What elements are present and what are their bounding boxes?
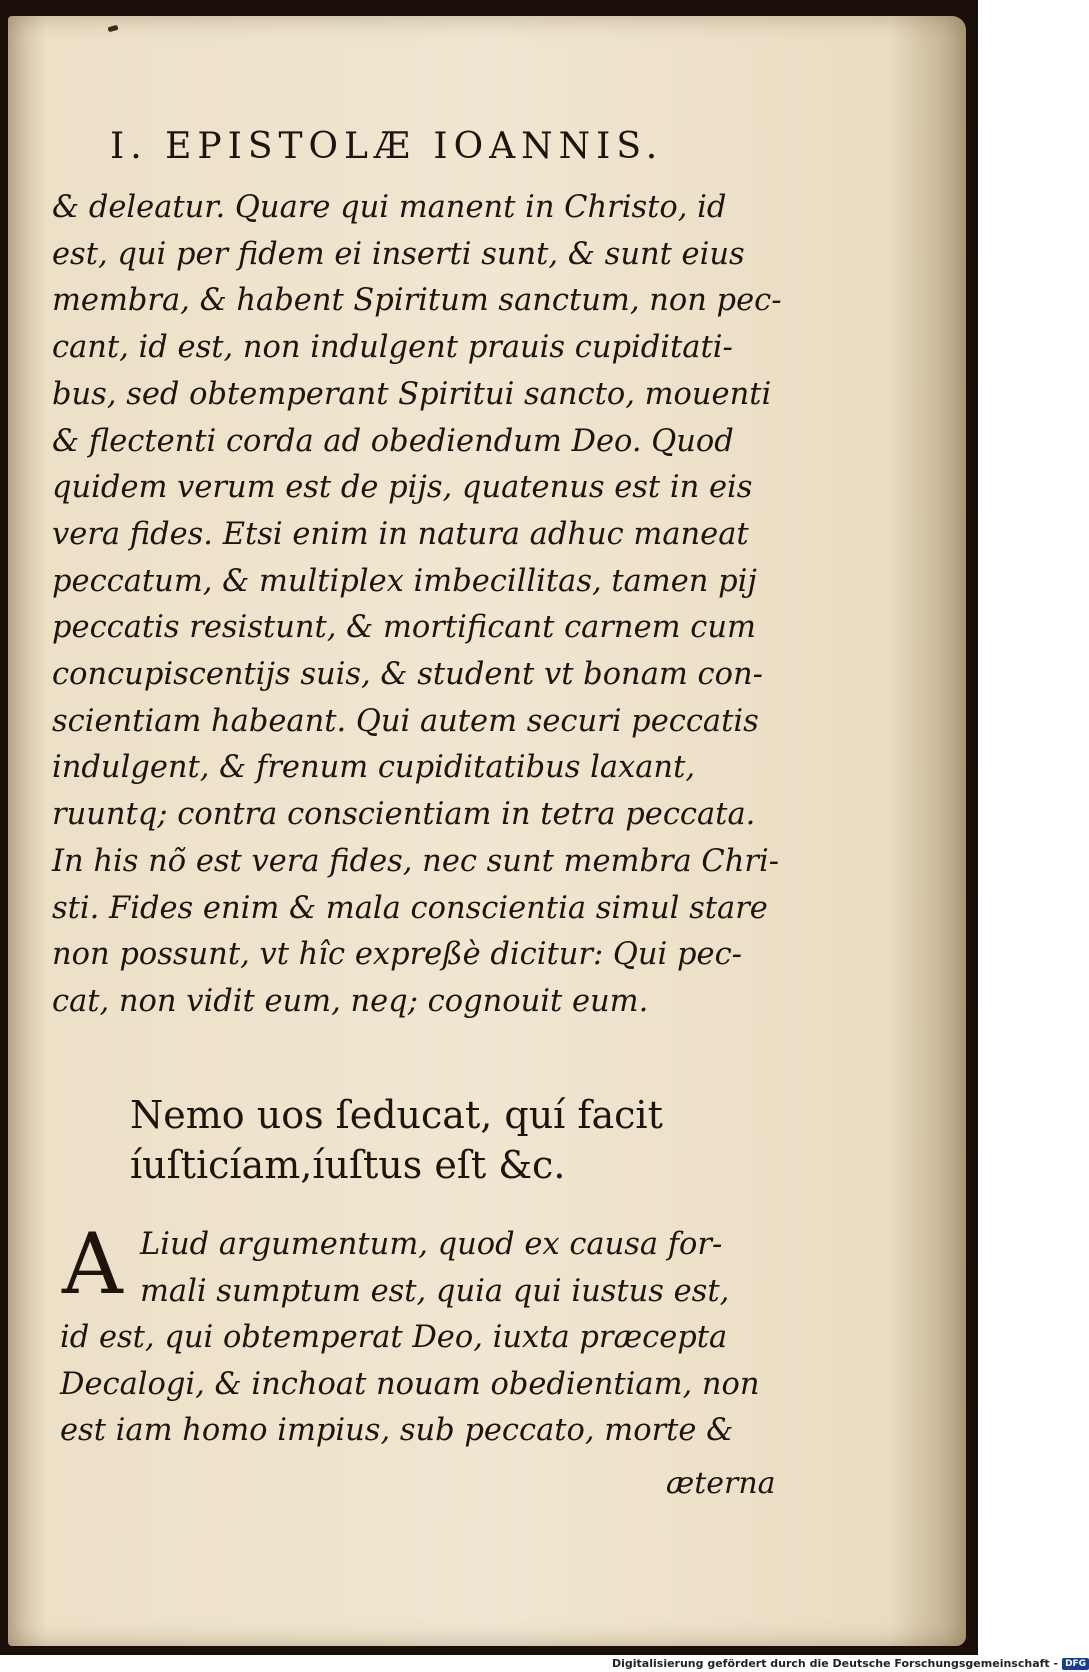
drop-cap: A [62, 1215, 123, 1313]
text-line: cat, non vidit eum, neq; cognouit eum. [52, 983, 649, 1019]
credit-text: Digitalisierung gefördert durch die Deutsche Forschungsgemeinschaft - [612, 1657, 1059, 1670]
text-line: bus, sed obtemperant Spiritui sancto, mouenti [52, 376, 772, 412]
ink-mark [108, 25, 119, 32]
text-line: Decalogi, & inchoat nouam obedientiam, non [60, 1366, 760, 1402]
text-line: Liud argumentum, quod ex causa for- [140, 1227, 723, 1262]
text-line: est, qui per fidem ei inserti sunt, & sunt eius [52, 236, 745, 272]
text-line: peccatum, & multiplex imbecillitas, tamen pij [52, 563, 757, 599]
text-line: vera fides. Etsi enim in natura adhuc maneat [52, 516, 749, 552]
text-line: peccatis resistunt, & mortificant carnem cum [52, 610, 756, 646]
verse-heading [130, 1090, 770, 1190]
running-head: I. EPISTOLÆ IOANNIS. [110, 126, 664, 167]
text-line: non possunt, vt hîc expreßè dicitur: Qui pec- [52, 937, 742, 973]
dfg-logo-icon: DFG [1062, 1658, 1089, 1670]
digitization-credit [612, 1657, 1089, 1670]
text-line: In his nõ est vera fides, nec sunt membra Chri- [52, 843, 780, 879]
text-line: ruuntq; contra conscientiam in tetra peccata. [52, 797, 756, 833]
heading-line: Nemo uos ſeducat, quí facit [130, 1093, 663, 1137]
text-line: scientiam habeant. Qui autem securi peccatis [52, 703, 759, 739]
text-line: sti. Fides enim & mala conscientia simul stare [52, 890, 768, 926]
text-line: membra, & habent Spiritum sanctum, non pec- [52, 283, 782, 319]
text-line: id est, qui obtemperat Deo, iuxta præcepta [60, 1320, 728, 1355]
text-line: indulgent, & frenum cupiditatibus laxant, [52, 750, 696, 786]
text-line: quidem verum est de pijs, quatenus est in eis [52, 470, 753, 506]
text-line: & deleatur. Quare qui manent in Christo, id [52, 190, 727, 225]
text-line: cant, id est, non indulgent prauis cupiditati- [52, 330, 733, 366]
text-line: concupiscentijs suis, & student vt bonam con- [52, 657, 763, 693]
catchword: æterna [666, 1466, 776, 1501]
text-line: est iam homo impius, sub peccato, morte & [60, 1413, 734, 1448]
text-line: mali sumptum est, quia qui iustus est, [140, 1273, 730, 1309]
heading-line: íuſticíam,íuſtus eſt &c. [130, 1143, 566, 1187]
text-line: & flectenti corda ad obediendum Deo. Quod [52, 423, 734, 459]
body-paragraph [52, 185, 782, 1026]
